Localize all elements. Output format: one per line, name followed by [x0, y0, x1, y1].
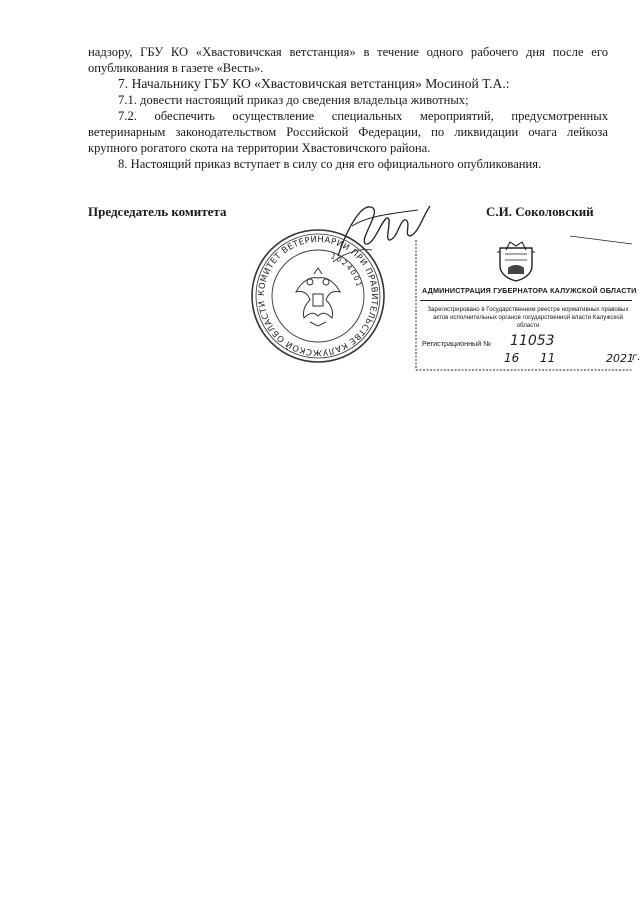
paragraph-item-8: 8. Настоящий приказ вступает в силу со дня его официального опубликования. — [118, 157, 542, 171]
registration-stamp — [410, 236, 640, 372]
seal-outer-text: КОМИТЕТ ВЕТЕРИНАРИИ ПРИ ПРАВИТЕЛЬСТВЕ КАЛУЖСКОЙ ОБЛАСТИ — [255, 233, 381, 359]
signatory-position: Председатель комитета — [88, 204, 227, 219]
official-seal — [248, 226, 388, 366]
registration-number-value: 11053 — [510, 333, 555, 349]
paragraph-item-7-2: 7.2. обеспечить осуществление специальных мероприятий, предусмотренных ветеринарным законодательством Российской Федерации, по ликвидации очага лейкоза крупного рогатого скота на территории Хвастовичского района. — [88, 109, 608, 155]
registration-number-label: Регистрационный № — [422, 339, 491, 348]
kaluga-coat-of-arms-icon — [496, 238, 536, 282]
registration-stamp-header: АДМИНИСТРАЦИЯ ГУБЕРНАТОРА КАЛУЖСКОЙ ОБЛАСТИ — [422, 286, 637, 295]
paragraph-item-7-1: 7.1. довести настоящий приказ до сведения владельца животных; — [118, 93, 469, 107]
paragraph-item-7: 7. Начальнику ГБУ КО «Хвастовичская ветстанция» Мосиной Т.А.: — [118, 76, 510, 91]
stamp-divider — [420, 300, 632, 301]
registration-date-suffix: г. — [632, 352, 640, 363]
registration-date-day: 16 — [504, 351, 520, 365]
paragraph-continuation: надзору, ГБУ КО «Хвастовичская ветстанция» в течение одного рабочего дня после его опубликования в газете «Весть». — [88, 45, 608, 75]
eagle-emblem-icon — [296, 268, 340, 326]
registration-date-month: 11 — [540, 351, 556, 365]
seal-number: 1024001 — [329, 251, 365, 289]
signatory-name: С.И. Соколовский — [486, 204, 594, 219]
registration-note: Зарегистрировано в Государственном реестре нормативных правовых актов исполнительных органов государственной власти Калужской области — [427, 306, 629, 329]
registration-date-year: 2021 — [606, 352, 634, 365]
